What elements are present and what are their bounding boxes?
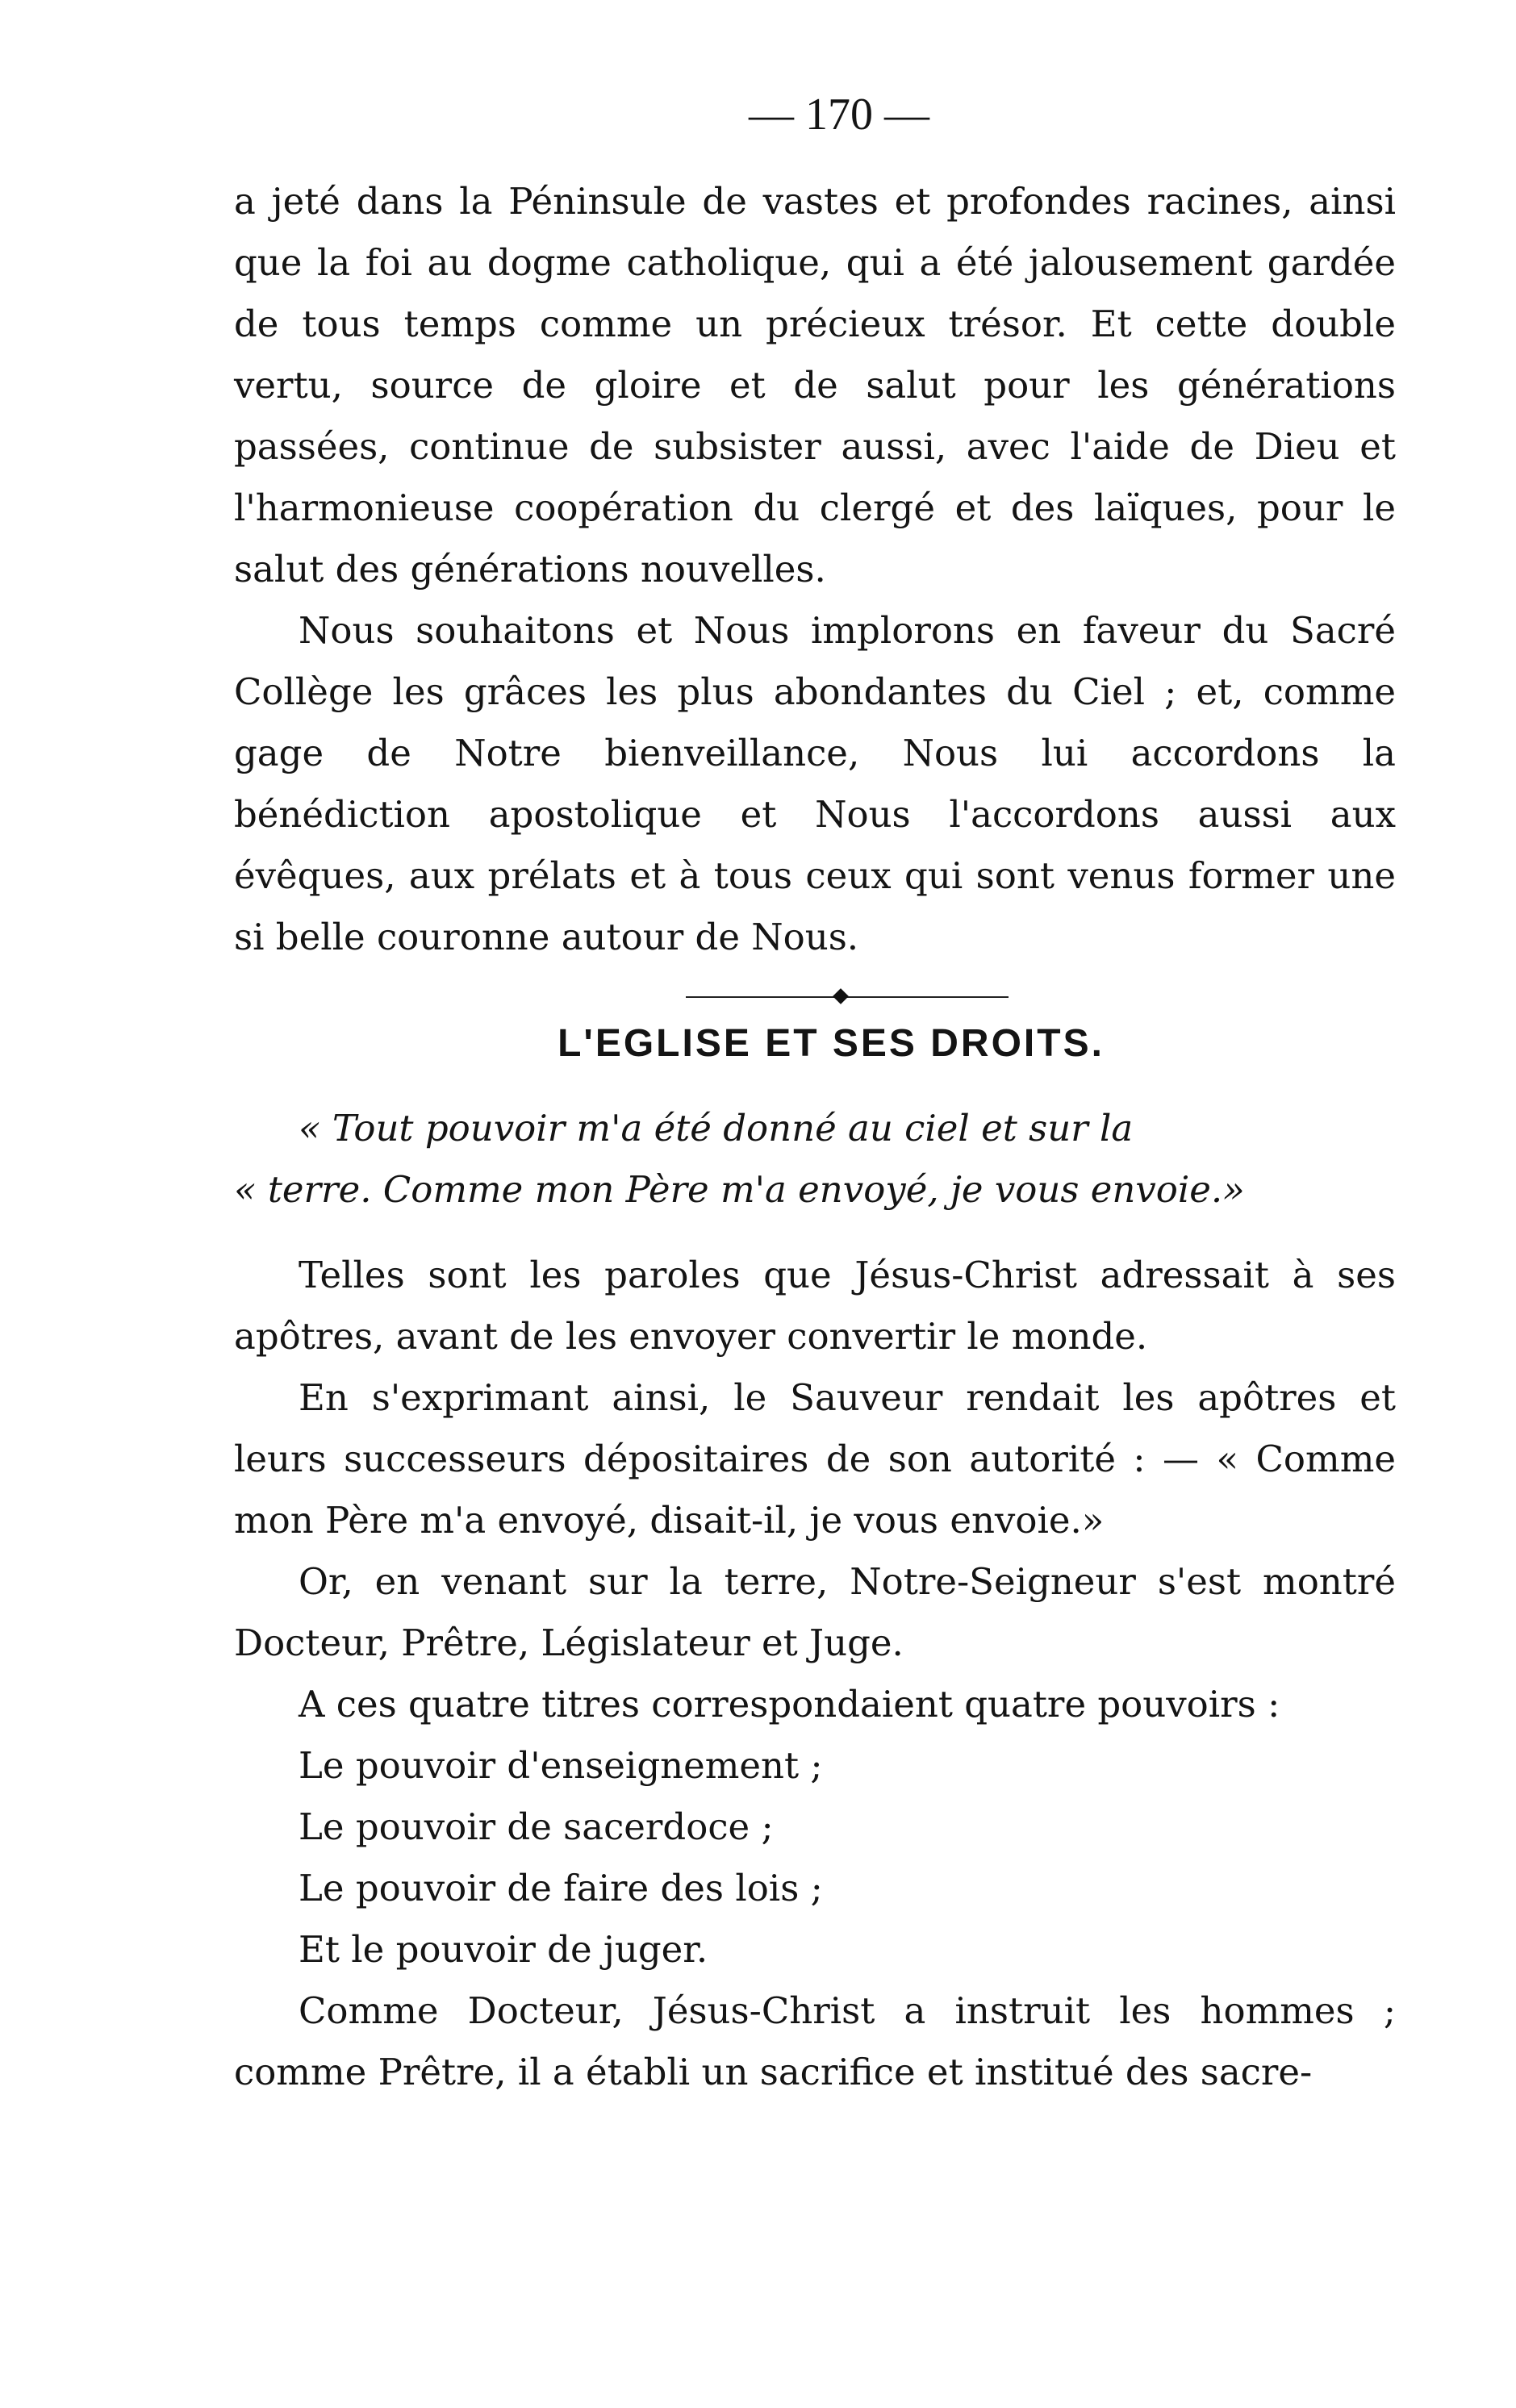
section-title: L'EGLISE ET SES DROITS.	[558, 1022, 1105, 1065]
paragraph-blessing: Nous souhaitons et Nous implorons en faveur du Sacré Collège les grâces les plus abondantes du Ciel ; et, comme gage de Notre bienveillance, Nous lui accordons la bénédiction apostolique et Nous l'accordons aussi aux évêques, aux prélats et à tous ceux qui sont venus former une si belle couronne autour de Nous.	[234, 609, 1396, 958]
paragraph-authority: En s'exprimant ainsi, le Sauveur rendait les apôtres et leurs successeurs dépositaires de son autorité : — « Comme mon Père m'a envoyé, disait-il, je vous envoie.»	[234, 1376, 1396, 1542]
paragraph-intro: a jeté dans la Péninsule de vastes et profondes racines, ainsi que la foi au dogme catholique, qui a été jalousement gardée de tous temps comme un précieux trésor. Et cette double vertu, source de gloire et de salut pour les générations passées, continue de subsister aussi, avec l'aide de Dieu et l'harmonieuse coopération du clergé et des laïques, pour le salut des générations nouvelles.	[234, 180, 1396, 591]
scripture-quote	[234, 1098, 1396, 1221]
page-number: — 170 —	[749, 90, 929, 140]
paragraph-words: Telles sont les paroles que Jésus-Christ adressait à ses apôtres, avant de les envoyer convertir le monde.	[234, 1254, 1396, 1358]
paragraph-powers-intro: A ces quatre titres correspondaient quatre pouvoirs :	[299, 1683, 1280, 1726]
quote-line-1: « Tout pouvoir m'a été donné au ciel et sur la	[299, 1107, 1134, 1150]
paragraph-doctor: Comme Docteur, Jésus-Christ a instruit les hommes ; comme Prêtre, il a établi un sacrifice et institué des sacre-	[234, 1989, 1396, 2093]
list-item: Et le pouvoir de juger.	[299, 1928, 708, 1971]
list-item: Le pouvoir de sacerdoce ;	[299, 1805, 774, 1848]
divider-diamond-icon	[833, 988, 849, 1004]
paragraph-titles: Or, en venant sur la terre, Notre-Seigneur s'est montré Docteur, Prêtre, Législateur et Juge.	[234, 1560, 1396, 1664]
list-item: Le pouvoir de faire des lois ;	[299, 1867, 823, 1909]
section-divider-ornament	[686, 989, 1009, 1005]
quote-line-2: « terre. Comme mon Père m'a envoyé, je vous envoie.»	[234, 1168, 1245, 1211]
list-item: Le pouvoir d'enseignement ;	[299, 1744, 823, 1787]
book-page	[234, 89, 1396, 2103]
